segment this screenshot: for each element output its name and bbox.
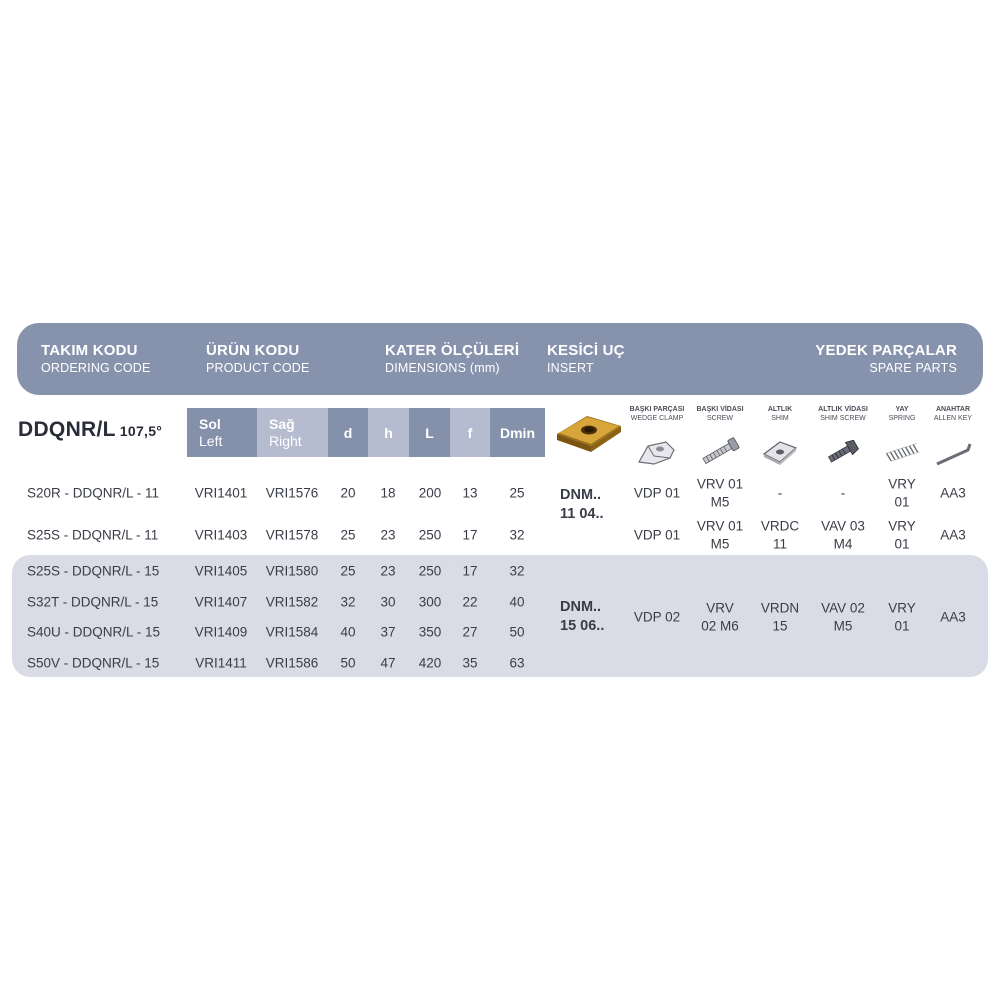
row2-f: 17 (462, 527, 478, 543)
row4-h: 30 (380, 594, 396, 610)
row6-h: 47 (380, 655, 396, 671)
group15-shim-l2: 15 (772, 618, 788, 634)
row2-shim-screw-l2: M4 (833, 536, 853, 552)
group15-shim-l1: VRDN (760, 600, 800, 616)
group15-shim-screw-l2: M5 (833, 618, 853, 634)
row2-shim-l2: 11 (772, 536, 788, 552)
row1-spring-l2: 01 (894, 494, 910, 510)
row2-screw-l2: M5 (710, 536, 730, 552)
header-band (17, 323, 983, 395)
spare-label-shim: ALTLIK SHIM (767, 406, 793, 422)
row3-sol: VRI1405 (194, 563, 248, 579)
column-header-d: d (328, 408, 368, 457)
product-code-header: ÜRÜN KODU PRODUCT CODE (206, 342, 310, 375)
row4-sol: VRI1407 (194, 594, 248, 610)
screw-icon (698, 436, 742, 468)
dimensions-header: KATER ÖLÇÜLERİ DIMENSIONS (mm) (385, 342, 520, 375)
row1-clamp: VDP 01 (633, 485, 681, 501)
row1-L: 200 (418, 485, 442, 501)
row1-code: S20R - DDQNR/L - 11 (27, 485, 160, 501)
spare-label-screw: BAŞKI VİDASI SCREW (696, 406, 744, 422)
insert-header: KESİCİ UÇ INSERT (547, 342, 625, 375)
group15-screw-l2: 02 M6 (701, 618, 739, 634)
insert-group-11: DNM.. 11 04.. (560, 487, 604, 522)
tool-title (18, 418, 162, 442)
row4-f: 22 (462, 594, 478, 610)
row3-L: 250 (418, 563, 442, 579)
column-header-sag: Sağ Right (257, 408, 328, 457)
row2-L: 250 (418, 527, 442, 543)
tool-angle: 107,5° (119, 423, 163, 439)
row2-code: S25S - DDQNR/L - 11 (27, 527, 159, 543)
row5-L: 350 (418, 624, 442, 640)
row1-f: 13 (462, 485, 478, 501)
row2-sol: VRI1403 (194, 527, 248, 543)
row2-sag: VRI1578 (265, 527, 319, 543)
row3-d: 25 (340, 563, 356, 579)
row5-code: S40U - DDQNR/L - 15 (27, 624, 161, 640)
group15-spring-l2: 01 (894, 618, 910, 634)
row1-d: 20 (340, 485, 356, 501)
ordering-code-header: TAKIM KODU ORDERING CODE (41, 342, 151, 375)
group15-clamp: VDP 02 (633, 609, 681, 625)
row5-f: 27 (462, 624, 478, 640)
row1-shim-screw: - (840, 485, 846, 501)
row5-sol: VRI1409 (194, 624, 248, 640)
column-header-L: L (409, 408, 450, 457)
group15-spring-l1: VRY (888, 600, 916, 616)
row2-h: 23 (380, 527, 396, 543)
spare-label-spring: YAY SPRING (888, 406, 916, 422)
row4-d: 32 (340, 594, 356, 610)
row2-spring-l1: VRY (888, 518, 916, 534)
row1-dmin: 25 (509, 485, 525, 501)
row4-code: S32T - DDQNR/L - 15 (27, 594, 159, 610)
row3-dmin: 32 (509, 563, 525, 579)
row2-shim-l1: VRDC (760, 518, 800, 534)
row2-d: 25 (340, 527, 356, 543)
row5-h: 37 (380, 624, 396, 640)
row1-sag: VRI1576 (265, 485, 319, 501)
row3-sag: VRI1580 (265, 563, 319, 579)
wedge-clamp-icon (636, 436, 678, 468)
row5-sag: VRI1584 (265, 624, 319, 640)
row1-shim: - (777, 485, 783, 501)
shim-icon (760, 436, 800, 468)
insert-group-15: DNM.. 15 06.. (560, 599, 605, 634)
row1-h: 18 (380, 485, 396, 501)
tool-code: DDQNR/L (18, 418, 116, 441)
row3-h: 23 (380, 563, 396, 579)
row6-sol: VRI1411 (195, 655, 247, 671)
spare-label-wedge-clamp: BAŞKI PARÇASI WEDGE CLAMP (629, 406, 685, 422)
row1-spring-l1: VRY (888, 476, 916, 492)
row6-d: 50 (340, 655, 356, 671)
row6-L: 420 (418, 655, 442, 671)
row2-key: AA3 (940, 527, 966, 543)
row4-L: 300 (418, 594, 442, 610)
row2-screw-l1: VRV 01 (696, 518, 744, 534)
row1-screw-l2: M5 (710, 494, 730, 510)
row3-code: S25S - DDQNR/L - 15 (27, 563, 160, 579)
shim-screw-icon (822, 436, 864, 468)
spare-label-allen-key: ANAHTAR ALLEN KEY (933, 406, 973, 422)
column-header-f: f (450, 408, 490, 457)
row5-dmin: 50 (509, 624, 525, 640)
row4-dmin: 40 (509, 594, 525, 610)
row1-key: AA3 (940, 485, 966, 501)
group15-shim-screw-l1: VAV 02 (821, 600, 865, 616)
row2-clamp: VDP 01 (633, 527, 681, 543)
row1-screw-l1: VRV 01 (696, 476, 744, 492)
column-header-h: h (368, 408, 409, 457)
spring-icon (884, 438, 922, 466)
row2-shim-screw-l1: VAV 03 (821, 518, 865, 534)
row2-dmin: 32 (509, 527, 525, 543)
group15-screw-l1: VRV (706, 600, 734, 616)
insert-icon (553, 404, 625, 460)
row2-spring-l2: 01 (894, 536, 910, 552)
spare-label-shim-screw: ALTLIK VİDASI SHIM SCREW (818, 406, 868, 422)
group15-key: AA3 (940, 609, 966, 625)
spare-parts-header: YEDEK PARÇALAR SPARE PARTS (815, 342, 957, 375)
allen-key-icon (934, 440, 976, 468)
row3-f: 17 (462, 563, 478, 579)
row6-code: S50V - DDQNR/L - 15 (27, 655, 160, 671)
row6-dmin: 63 (509, 655, 525, 671)
row4-sag: VRI1582 (265, 594, 319, 610)
row1-sol: VRI1401 (194, 485, 248, 501)
row5-d: 40 (340, 624, 356, 640)
column-header-dmin: Dmin (490, 408, 545, 457)
column-header-sol: Sol Left (187, 408, 257, 457)
row6-f: 35 (462, 655, 478, 671)
row6-sag: VRI1586 (265, 655, 319, 671)
